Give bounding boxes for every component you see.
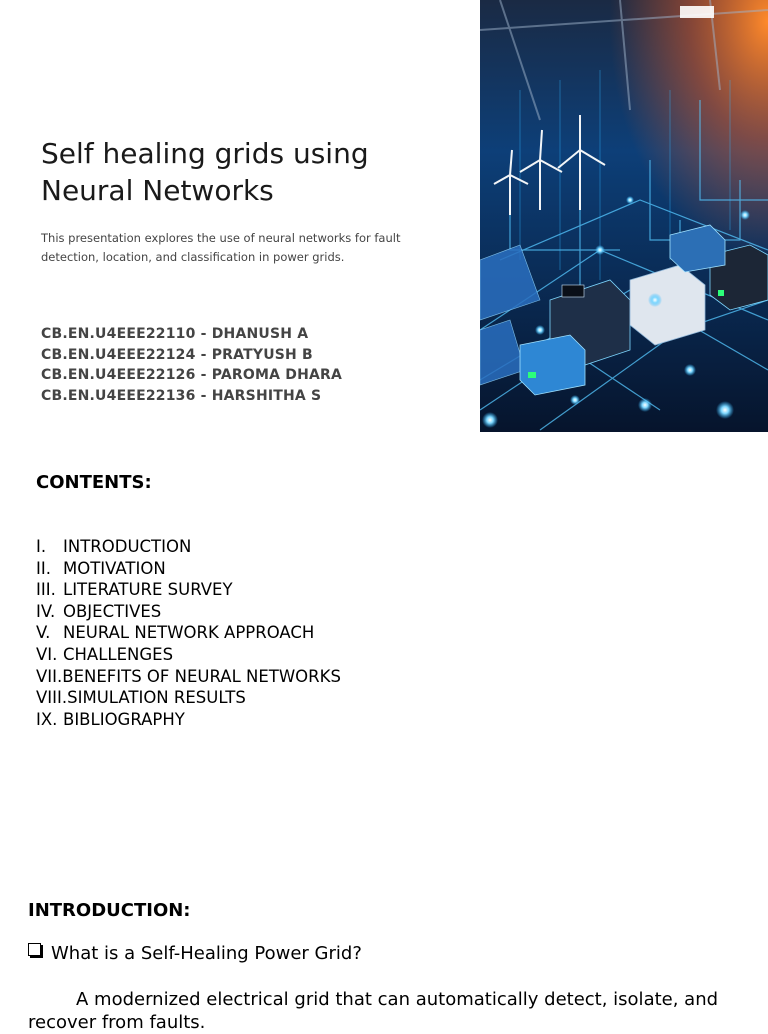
toc-label: BENEFITS OF NEURAL NETWORKS	[62, 666, 341, 686]
toc-number: IV.	[36, 601, 56, 621]
table-of-contents	[36, 536, 341, 730]
toc-label: OBJECTIVES	[63, 601, 162, 621]
presentation-title: Self healing grids using Neural Networks	[41, 137, 369, 207]
toc-number: VIII.	[36, 688, 68, 708]
toc-item	[36, 644, 341, 666]
toc-label: MOTIVATION	[63, 558, 166, 578]
title-slide	[0, 0, 768, 432]
toc-item	[36, 709, 341, 731]
author-item: CB.EN.U4EEE22110 - DHANUSH A	[41, 326, 309, 342]
toc-number: IX.	[36, 709, 58, 729]
presentation-subtitle: This presentation explores the use of neural networks for fault detection, location, and classification in power grids.	[41, 231, 401, 264]
toc-number: VII.	[36, 666, 63, 686]
smart-grid-illustration	[480, 0, 768, 432]
checkbox-bullet-icon	[28, 943, 41, 956]
contents-heading: CONTENTS:	[36, 472, 152, 493]
toc-number: VI.	[36, 644, 58, 664]
intro-paragraph: A modernized electrical grid that can automatically detect, isolate, and recover from faults.	[28, 989, 719, 1033]
toc-label: LITERATURE SURVEY	[63, 580, 233, 600]
toc-label: BIBLIOGRAPHY	[63, 709, 185, 729]
toc-item	[36, 536, 341, 558]
toc-item	[36, 622, 341, 644]
toc-item	[36, 666, 341, 688]
author-item: CB.EN.U4EEE22124 - PRATYUSH B	[41, 346, 313, 363]
introduction-heading: INTRODUCTION:	[28, 900, 191, 921]
toc-number: I.	[36, 537, 47, 556]
toc-item	[36, 687, 341, 709]
intro-question-text: What is a Self-Healing Power Grid?	[51, 943, 362, 964]
author-item: CB.EN.U4EEE22126 - PAROMA DHARA	[41, 367, 343, 383]
toc-label: INTRODUCTION	[63, 537, 192, 556]
toc-number: III.	[36, 580, 56, 600]
intro-question	[28, 943, 362, 964]
toc-number: II.	[36, 558, 51, 578]
author-list	[41, 324, 342, 406]
toc-label: NEURAL NETWORK APPROACH	[63, 623, 315, 643]
toc-label: SIMULATION RESULTS	[67, 688, 246, 708]
toc-item	[36, 601, 341, 623]
author-item: CB.EN.U4EEE22136 - HARSHITHA S	[41, 387, 322, 404]
toc-item	[36, 579, 341, 601]
toc-number: V.	[36, 623, 51, 643]
toc-item	[36, 558, 341, 580]
toc-label: CHALLENGES	[63, 644, 174, 664]
